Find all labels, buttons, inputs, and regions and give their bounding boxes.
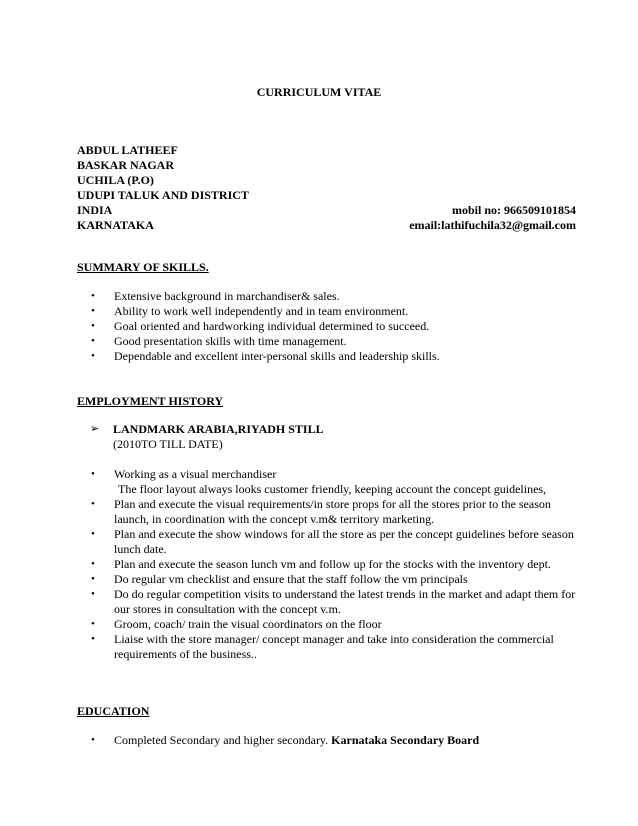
mobile-number: mobil no: 966509101854 — [451, 203, 576, 217]
arrow-bullet-icon: ➢ — [90, 423, 100, 435]
list-item: • Plan and execute the show windows for all the store as per the concept guidelines before season lunch date. — [91, 527, 574, 556]
bullet-icon: • — [91, 498, 95, 510]
bullet-icon: • — [91, 618, 95, 630]
email-address: email:lathifuchila32@gmail.com — [409, 218, 576, 232]
role-title: Working as a visual merchandiser — [114, 467, 277, 481]
list-item: • Do regular vm checklist and ensure that the staff follow the vm principals — [91, 572, 468, 586]
bullet-icon: • — [91, 558, 95, 570]
bullet-icon: • — [91, 588, 95, 600]
bullet-icon: • — [91, 734, 95, 746]
skills-list — [91, 289, 440, 364]
address-line-4: INDIA — [77, 203, 113, 217]
employment-period: (2010TO TILL DATE) — [113, 437, 223, 451]
employment-heading: EMPLOYMENT HISTORY — [77, 394, 224, 408]
company-name: LANDMARK ARABIA,RIYADH STILL — [113, 422, 324, 436]
education-heading: EDUCATION — [77, 704, 150, 718]
address-line-2: UCHILA (P.O) — [77, 173, 154, 187]
address-line-3: UDUPI TALUK AND DISTRICT — [77, 188, 249, 202]
skills-heading: SUMMARY OF SKILLS. — [77, 260, 209, 274]
list-item: • Groom, coach/ train the visual coordinators on the floor — [91, 617, 382, 631]
address-line-5: KARNATAKA — [77, 218, 154, 232]
bullet-icon: • — [91, 468, 95, 480]
list-item: • Extensive background in marchandiser& sales. — [91, 289, 340, 303]
applicant-name: ABDUL LATHEEF — [77, 143, 178, 157]
bullet-icon: • — [91, 335, 95, 347]
list-item: • Goal oriented and hardworking individual determined to succeed. — [91, 319, 430, 333]
address-line-1: BASKAR NAGAR — [77, 158, 175, 172]
company-entry — [90, 422, 324, 437]
bullet-icon: • — [91, 320, 95, 332]
list-item: • Dependable and excellent inter-personal skills and leadership skills. — [91, 349, 440, 363]
document-title: CURRICULUM VITAE — [256, 85, 382, 99]
list-item: • Liaise with the store manager/ concept manager and take into consideration the commercial requirements of the business.. — [91, 632, 554, 661]
education-text: Completed Secondary and higher secondary. — [114, 733, 332, 747]
bullet-icon: • — [91, 573, 95, 585]
list-item: • Plan and execute the season lunch vm and follow up for the stocks with the inventory dept. — [91, 557, 551, 571]
list-item: • Good presentation skills with time management. — [91, 334, 347, 348]
bullet-icon: • — [91, 633, 95, 645]
bullet-icon: • — [91, 290, 95, 302]
duties-list — [91, 467, 576, 662]
education-list — [91, 733, 480, 748]
list-item: • Plan and execute the visual requirements/in store props for all the stores prior to the season launch, in coordination with the concept v.m& territory marketing. — [91, 497, 551, 526]
list-item: • Do do regular competition visits to understand the latest trends in the market and adapt them for our stores in consultation with the concept v.m. — [91, 587, 576, 616]
bullet-icon: • — [91, 305, 95, 317]
bullet-icon: • — [91, 528, 95, 540]
list-item — [91, 467, 575, 497]
role-detail: The floor layout always looks customer friendly, keeping account the concept guidelines, — [118, 482, 547, 496]
list-item: • Ability to work well independently and in team environment. — [91, 304, 409, 318]
list-item — [91, 733, 480, 748]
bullet-icon: • — [91, 350, 95, 362]
education-board: Karnataka Secondary Board — [331, 733, 480, 747]
